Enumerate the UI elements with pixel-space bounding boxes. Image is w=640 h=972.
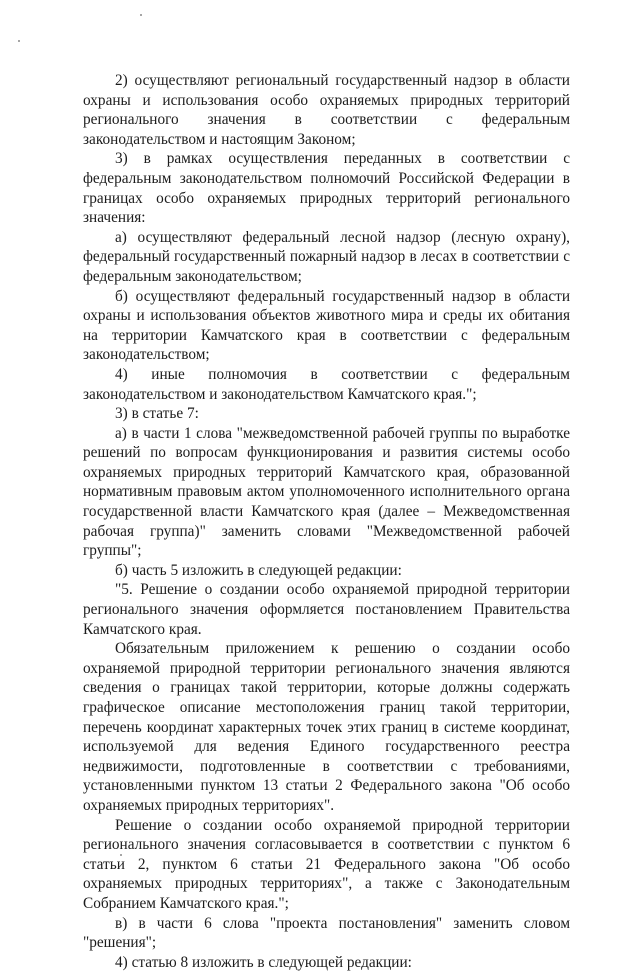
paragraph-part-5-intro: б) часть 5 изложить в следующей редакции: xyxy=(115,561,402,579)
paragraph-delegated-powers: 3) в рамках осуществления переданных в соответствии с федеральным законодательством полномочий Российской Федерации в границах особо охраняемых природных территорий регионального значения: xyxy=(83,150,570,227)
paragraph-mandatory-annex: Обязательным приложением к решению о создании особо охраняемой природной территории регионального значения являются сведения о границах такой территории, которые должны содержать графическое описание местоположения границ такой территории, перечень координат характерных точек этих границ в системе координат, используемой для ведения Единого государственного реестра недвижимости, подготовленные в соответствии с требованиями, установленными пунктом 13 статьи 2 Федерального закона "Об особо охраняемых природных территориях". xyxy=(83,640,570,814)
paragraph-forest-supervision: а) осуществляют федеральный лесной надзор (лесную охрану), федеральный государственный пожарный надзор в лесах в соответствии с федеральным законодательством; xyxy=(83,228,570,285)
paragraph-part-6-change: в) в части 6 слова "проекта постановления" заменить словом "решения"; xyxy=(83,914,570,952)
scan-speck xyxy=(140,14,142,16)
paragraph-regional-supervision: 2) осуществляют региональный государственный надзор в области охраны и использования особо охраняемых природных территорий регионального значения в соответствии с федеральным законодательством и настоящим Законом; xyxy=(83,72,570,148)
paragraph-part-5-text: "5. Решение о создании особо охраняемой природной территории регионального значения оформляется постановлением Правительства Камчатского края. xyxy=(83,581,570,638)
document-body xyxy=(83,71,570,972)
paragraph-wildlife-supervision: б) осуществляют федеральный государственный надзор в области охраны и использования объектов животного мира и среды их обитания на территории Камчатского края в соответствии с федеральным законодательством; xyxy=(83,287,570,364)
paragraph-other-powers: 4) иные полномочия в соответствии с федеральным законодательством и законодательством Камчатского края."; xyxy=(83,365,570,403)
paragraph-part-1-change: а) в части 1 слова "межведомственной рабочей группы по выработке решений по вопросам функционирования и развития системы особо охраняемых природных территорий Камчатского края, образованной нормативным правовым актом уполномоченного исполнительного органа государственной власти Камчатского края (далее – Межведомственная рабочая группа)" заменить словами "Межведомственной рабочей группы"; xyxy=(83,424,570,560)
paragraph-approval: Решение о создании особо охраняемой природной территории регионального значения согласовывается в соответствии с пунктом 6 статьи 2, пунктом 6 статьи 21 Федерального закона "Об особо охраняемых природных территориях", а также с Законодательным Собранием Камчатского края."; xyxy=(83,816,570,912)
paragraph-article-7: 3) в статье 7: xyxy=(115,405,199,423)
scan-speck xyxy=(18,40,20,42)
paragraph-article-8: 4) статью 8 изложить в следующей редакции: xyxy=(115,953,412,971)
